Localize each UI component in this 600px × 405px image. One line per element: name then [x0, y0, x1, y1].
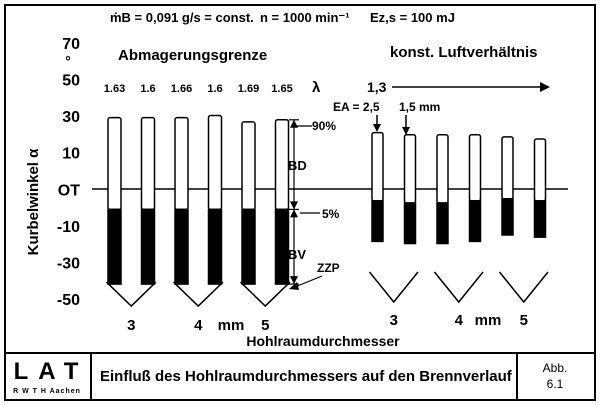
bar-ignition-delay — [209, 209, 222, 284]
figure-number-box — [516, 354, 592, 401]
y-tick-label: 30 — [62, 109, 80, 127]
size-bracket — [370, 272, 419, 302]
lambda-value-label: 1.63 — [103, 83, 126, 95]
y-tick-label: -30 — [56, 255, 80, 273]
bar-burn-duration — [142, 118, 155, 210]
bar-ignition-delay — [470, 201, 481, 242]
bar-ignition-delay — [372, 201, 383, 242]
group-title-lean-limit: Abmagerungsgrenze — [118, 47, 268, 64]
bar-burn-duration — [242, 122, 255, 209]
lambda-value-label: 1.65 — [271, 83, 293, 95]
institute-logo — [4, 354, 92, 401]
group-title-const-air: konst. Luftverhältnis — [390, 44, 538, 61]
y-axis-label: Kurbelwinkel α — [25, 148, 42, 256]
bar-burn-duration — [175, 118, 188, 210]
annotation-bd: BD — [288, 158, 307, 173]
bar-ignition-delay — [108, 209, 121, 284]
lambda-value-label: 1.6 — [207, 83, 223, 95]
size-bracket — [241, 282, 291, 306]
x-axis-label: Hohlraumdurchmesser — [246, 333, 400, 349]
dimension-arrowhead — [290, 201, 298, 209]
y-axis-unit: ° — [65, 53, 71, 69]
bar-burn-duration — [470, 135, 481, 201]
bar-burn-duration — [405, 135, 416, 203]
bar-ignition-delay — [242, 209, 255, 284]
size-bracket — [435, 272, 484, 302]
bar-ignition-delay — [142, 209, 155, 284]
logo-text: LAT — [13, 358, 89, 385]
condition-fuel-flow: ṁB = 0,091 g/s = const. — [110, 10, 254, 25]
x-tick-label: 3 — [127, 317, 136, 334]
x-unit-label: mm — [474, 312, 502, 329]
x-tick-label: 4 — [454, 312, 463, 329]
bar-burn-duration — [502, 137, 513, 199]
bar-ignition-delay — [175, 209, 188, 284]
annotation-ea-right: 1,5 mm — [399, 100, 441, 114]
annotation-90-percent: 90% — [312, 119, 337, 133]
dimension-arrowhead — [290, 120, 298, 128]
pointer-zzp — [295, 276, 322, 287]
annotation-5-percent: 5% — [322, 207, 340, 221]
bar-ignition-delay — [405, 203, 416, 244]
lambda-value-right: 1,3 — [367, 79, 387, 95]
x-unit-label: mm — [217, 317, 245, 334]
size-bracket — [500, 272, 549, 302]
bar-ignition-delay — [437, 203, 448, 244]
condition-engine-speed: n = 1000 min⁻¹ — [260, 10, 350, 25]
bar-burn-duration — [437, 135, 448, 203]
size-bracket — [107, 282, 157, 306]
bar-ignition-delay — [276, 209, 289, 284]
bar-burn-duration — [276, 120, 289, 210]
annotation-zzp: ZZP — [317, 261, 340, 275]
figure-caption: Einfluß des Hohlraumdurchmessers auf den Brennverlauf — [100, 368, 512, 385]
ea-pointer-right-head — [402, 127, 410, 135]
figure-number: 6.1 — [546, 377, 564, 391]
x-tick-label: 3 — [389, 312, 398, 329]
footer — [4, 352, 596, 401]
lambda-symbol: λ — [312, 79, 321, 96]
figure-label: Abb. — [542, 361, 568, 375]
x-tick-label: 4 — [194, 317, 203, 334]
bar-burn-duration — [535, 139, 546, 201]
bar-burn-duration — [209, 116, 222, 210]
y-tick-label: -10 — [56, 218, 80, 236]
y-tick-label: 50 — [62, 72, 80, 90]
x-tick-label: 5 — [519, 312, 528, 329]
logo-subtext: R W T H Aachen — [13, 388, 81, 395]
lambda-value-label: 1.6 — [140, 83, 156, 95]
bar-ignition-delay — [502, 199, 513, 235]
lambda-value-label: 1.66 — [170, 83, 193, 95]
ea-pointer-left-head — [373, 124, 381, 132]
y-tick-label: 10 — [62, 145, 80, 163]
condition-ignition-energy: Ez,s = 100 mJ — [370, 10, 455, 25]
bar-burn-duration — [108, 118, 121, 210]
bar-ignition-delay — [535, 201, 546, 237]
plot-area — [57, 36, 548, 334]
x-tick-label: 5 — [261, 317, 270, 334]
lambda-arrowhead — [540, 82, 550, 92]
dimension-arrowhead — [290, 209, 298, 217]
annotation-ea-left: EA = 2,5 — [333, 100, 380, 114]
y-tick-label: -50 — [56, 292, 80, 309]
y-tick-label: 70 — [62, 36, 80, 53]
bar-burn-duration — [372, 133, 383, 201]
annotation-bv: BV — [288, 247, 307, 262]
lambda-value-label: 1.69 — [237, 83, 260, 95]
y-tick-label: OT — [57, 182, 80, 200]
size-bracket — [174, 282, 224, 306]
